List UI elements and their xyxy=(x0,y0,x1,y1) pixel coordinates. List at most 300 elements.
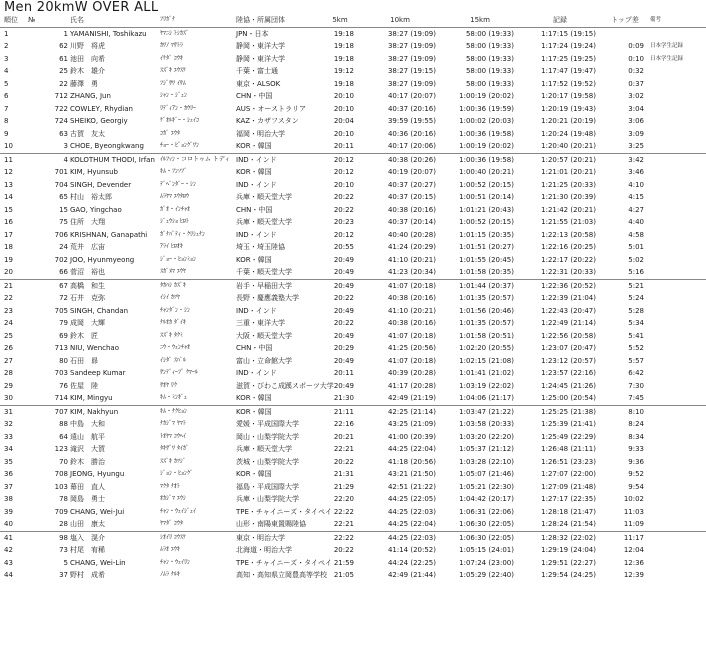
finish-time-cell: 1:28:32 (22:02) xyxy=(520,531,600,544)
split-5km-cell: 20:49 xyxy=(333,356,354,365)
split-5km-cell: 20:22 xyxy=(333,546,354,554)
gap-cell: 3:42 xyxy=(600,153,650,166)
bib-cell: 63 xyxy=(59,129,68,138)
gap-cell: 5:02 xyxy=(628,255,644,264)
team-cell: 千葉・富士通 xyxy=(236,67,278,75)
split-15km-cell: 1:04:42 (20:17) xyxy=(459,495,514,503)
table-row xyxy=(0,330,706,343)
team-cell: IND・インド xyxy=(236,180,277,189)
bib-cell: 712 xyxy=(54,92,68,100)
split-15km-cell: 1:00:51 (20:14) xyxy=(459,193,514,201)
bib-cell: 103 xyxy=(54,482,68,491)
name-cell: KIM, Mingyu xyxy=(70,394,113,402)
note-cell xyxy=(650,128,706,141)
team-cell: 東京・明治大学 xyxy=(236,531,320,544)
split-5km-cell: 22:22 xyxy=(320,531,360,544)
table-row xyxy=(0,128,706,141)
split-10km-cell: 41:17 (20:28) xyxy=(387,381,436,390)
kana-cell: ｼﾞｭｳｼｮ ﾋﾛﾄ xyxy=(160,218,189,225)
table-row xyxy=(0,342,706,355)
split-5km-cell: 20:11 xyxy=(333,369,354,377)
gap-cell: 0:32 xyxy=(628,67,644,75)
team-cell: 福島・平成国際大学 xyxy=(236,482,299,491)
split-15km-cell: 1:00:02 (20:03) xyxy=(459,117,514,125)
name-cell: 成岡 大輝 xyxy=(70,319,105,327)
bib-cell: 73 xyxy=(59,546,68,554)
bib-cell: 64 xyxy=(59,432,68,441)
team-cell: 兵庫・順天堂大学 xyxy=(236,445,292,453)
kana-cell: ｷﾑ・ﾅｸﾋｮﾝ xyxy=(160,405,236,418)
kana-cell: ｲﾙﾌｧﾝ・コロトゥム トディ xyxy=(160,153,236,166)
name-cell: 高橋 和生 xyxy=(70,279,160,292)
split-10km-cell: 44:25 (22:04) xyxy=(387,520,436,528)
finish-time-cell: 1:22:39 (21:04) xyxy=(541,294,596,302)
finish-time-cell: 1:28:18 (21:47) xyxy=(541,507,596,516)
team-cell: 高知・高知県立岡豊高等学校 xyxy=(236,571,327,579)
split-5km-cell: 20:10 xyxy=(333,104,354,113)
gap-cell: 4:27 xyxy=(628,205,644,214)
team-cell: 山形・南陽東置賜陸協 xyxy=(236,520,306,528)
table-row xyxy=(0,405,706,418)
split-10km-cell: 42:49 (21:19) xyxy=(387,394,436,402)
name-cell: GAO, Yingchao xyxy=(70,205,122,214)
name-cell: 野村 成希 xyxy=(70,571,105,579)
split-15km-cell: 58:00 (19:33) xyxy=(465,79,514,88)
note-cell xyxy=(650,418,706,431)
rank-cell: 4 xyxy=(4,67,9,75)
team-cell: KOR・韓国 xyxy=(236,405,320,418)
table-row xyxy=(0,355,706,368)
note-cell: 日本学生記録 xyxy=(650,43,684,49)
split-15km-cell: 1:05:15 (24:01) xyxy=(459,546,514,554)
split-5km-cell: 22:21 xyxy=(333,520,354,528)
table-row xyxy=(0,569,706,582)
kana-cell: ｶﾜﾉ ﾏｻﾄﾗ xyxy=(160,42,183,49)
bib-cell: 24 xyxy=(59,243,68,251)
team-cell: IND・インド xyxy=(236,153,320,166)
split-5km-cell: 22:22 xyxy=(333,507,354,516)
name-cell: 住所 大翔 xyxy=(70,218,105,226)
finish-time-cell: 1:20:19 (19:43) xyxy=(541,104,596,113)
note-cell xyxy=(650,367,706,380)
split-10km-cell: 38:27 (19:09) xyxy=(387,42,436,50)
rank-cell: 42 xyxy=(4,546,13,554)
split-15km-cell: 1:03:20 (22:20) xyxy=(459,432,514,441)
note-cell xyxy=(650,456,706,469)
finish-time-cell: 1:21:55 (21:03) xyxy=(541,218,596,226)
rank-cell: 37 xyxy=(4,482,13,491)
split-15km-cell: 1:00:36 (19:58) xyxy=(440,153,520,166)
kana-cell: ｽｶﾞﾇﾏ ﾕｳﾔ xyxy=(160,268,186,275)
results-body xyxy=(0,27,706,582)
finish-time-cell: 1:25:49 (22:29) xyxy=(541,432,596,441)
page-title: Men 20kmW OVER ALL xyxy=(4,0,159,15)
kana-cell: ｶﾞｵ・ｲﾝﾁｬｵ xyxy=(160,205,191,213)
rank-cell: 8 xyxy=(4,117,9,125)
bib-cell: 76 xyxy=(59,381,68,390)
name-cell: 塩入 滉介 xyxy=(70,531,160,544)
team-cell: 富山・立命館大学 xyxy=(236,356,292,365)
table-row xyxy=(0,493,706,506)
note-cell xyxy=(650,103,706,116)
bib-cell: 78 xyxy=(59,495,68,503)
table-row xyxy=(0,317,706,330)
finish-time-cell: 1:17:52 (19:52) xyxy=(541,79,596,88)
split-10km-cell: 41:07 (20:18) xyxy=(387,356,436,365)
finish-time-cell: 1:20:17 (19:58) xyxy=(541,92,596,100)
kana-cell: ｹﾞｵﾙｷﾞｰ・ｼｪｲｺ xyxy=(160,117,200,124)
split-5km-cell: 20:12 xyxy=(333,230,354,239)
table-header-row xyxy=(0,14,706,27)
kana-cell: ｼｵｲﾘ ｺｳｽｹ xyxy=(160,531,236,544)
split-15km-cell: 1:05:07 (21:46) xyxy=(459,470,514,478)
split-5km-cell: 21:30 xyxy=(333,394,354,402)
split-15km-cell: 58:00 (19:33) xyxy=(465,54,514,63)
bib-cell: 709 xyxy=(54,507,68,516)
bib-cell: 80 xyxy=(59,356,68,365)
finish-time-cell: 1:21:42 (20:21) xyxy=(541,205,596,214)
header-gap: トップ差 xyxy=(600,14,650,27)
name-cell: 村尾 宥稀 xyxy=(70,546,105,554)
split-5km-cell: 20:22 xyxy=(333,294,354,302)
rank-cell: 35 xyxy=(4,457,13,466)
rank-cell: 11 xyxy=(0,153,28,166)
split-5km-cell: 20:49 xyxy=(333,268,354,276)
bib-cell: 705 xyxy=(54,306,68,315)
header-10km: 10km xyxy=(360,14,440,27)
kana-cell: ﾀｷｻﾞﾜ ﾀｲｶﾞ xyxy=(160,445,189,452)
team-cell: KAZ・カザフスタン xyxy=(236,117,299,125)
name-cell: 遠山 航平 xyxy=(70,432,105,441)
name-cell: Sandeep Kumar xyxy=(70,369,126,377)
header-5km: 5km xyxy=(320,14,360,27)
bib-cell: 714 xyxy=(54,394,68,402)
note-cell xyxy=(650,380,706,393)
name-cell: CHANG, Wei-Jui xyxy=(70,507,125,516)
name-cell: 幕田 直人 xyxy=(70,482,105,491)
kana-cell: ｷﾑ・ﾌﾝｿﾌﾞ xyxy=(160,168,188,175)
note-cell xyxy=(650,90,706,103)
gap-cell: 11:09 xyxy=(623,520,644,528)
gap-cell: 6:42 xyxy=(628,369,644,377)
bib-cell: 123 xyxy=(54,445,68,453)
split-10km-cell: 44:24 (22:25) xyxy=(387,558,436,567)
finish-time-cell: 1:23:07 (20:47) xyxy=(541,344,596,352)
split-10km-cell: 41:24 (20:29) xyxy=(387,243,436,251)
finish-time-cell: 1:29:19 (24:04) xyxy=(541,546,596,554)
name-cell: KOLOTHUM THODI, Irfan xyxy=(70,153,160,166)
gap-cell: 9:33 xyxy=(628,445,644,453)
split-10km-cell: 41:25 (20:56) xyxy=(387,344,436,352)
rank-cell: 30 xyxy=(4,394,13,402)
rank-cell: 34 xyxy=(4,445,13,453)
split-15km-cell: 1:03:47 (21:22) xyxy=(440,405,520,418)
name-cell: JEONG, Hyungu xyxy=(70,470,125,478)
finish-time-cell: 1:28:24 (21:54) xyxy=(541,520,596,528)
team-cell: TPE・チャイニーズ・タイペイ xyxy=(236,507,332,516)
rank-cell: 23 xyxy=(4,306,13,315)
split-10km-cell: 40:39 (20:28) xyxy=(387,369,436,377)
split-10km-cell: 43:25 (21:09) xyxy=(387,420,436,428)
split-15km-cell: 1:01:55 (20:45) xyxy=(459,255,514,264)
gap-cell: 4:58 xyxy=(628,230,644,239)
table-row xyxy=(0,90,706,103)
split-5km-cell: 20:22 xyxy=(333,193,354,201)
gap-cell: 8:34 xyxy=(628,432,644,441)
team-cell: 大阪・順天堂大学 xyxy=(236,331,292,340)
table-row xyxy=(0,531,706,544)
kana-cell: ｽｽﾞｷ ｶﾂｼﾞ xyxy=(160,457,186,465)
gap-cell: 3:46 xyxy=(628,168,644,176)
note-cell xyxy=(650,254,706,267)
split-10km-cell: 38:27 (19:09) xyxy=(387,54,436,63)
note-cell xyxy=(650,266,706,279)
team-cell: 北海道・明治大学 xyxy=(236,546,292,554)
split-15km-cell: 58:00 (19:33) xyxy=(465,42,514,50)
name-cell: KIM, Nakhyun xyxy=(70,405,160,418)
note-cell xyxy=(650,493,706,506)
split-15km-cell: 1:03:58 (20:33) xyxy=(459,420,514,428)
kana-cell: ｱﾗｲ ﾋﾛｵｷ xyxy=(160,243,183,250)
table-row xyxy=(0,380,706,393)
table-row xyxy=(0,544,706,557)
bib-cell: 98 xyxy=(28,531,70,544)
kana-cell: ﾁｬﾝﾀﾞﾝ・ｼﾝ xyxy=(160,306,191,314)
team-cell: KOR・韓国 xyxy=(236,394,272,402)
table-row xyxy=(0,367,706,380)
split-15km-cell: 1:05:37 (21:12) xyxy=(459,445,514,453)
header-15km: 15km xyxy=(440,14,520,27)
team-cell: IND・インド xyxy=(236,230,277,239)
finish-time-cell: 1:29:54 (24:25) xyxy=(541,571,596,579)
name-cell: 村山 裕太郎 xyxy=(70,193,112,201)
split-15km-cell: 1:00:36 (19:58) xyxy=(459,129,514,138)
rank-cell: 13 xyxy=(4,180,13,189)
rank-cell: 2 xyxy=(4,42,9,50)
split-10km-cell: 40:40 (20:28) xyxy=(387,230,436,239)
name-cell: KIM, Hyunsub xyxy=(70,168,118,176)
split-5km-cell: 21:11 xyxy=(320,405,360,418)
kana-cell: ﾁｬﾝ・ｳｪｲﾘﾝ xyxy=(160,558,191,566)
split-10km-cell: 44:25 (22:04) xyxy=(387,445,436,453)
note-cell xyxy=(650,317,706,330)
table-row xyxy=(0,179,706,192)
rank-cell: 39 xyxy=(4,507,13,516)
name-cell: 藤澤 勇 xyxy=(70,79,98,88)
name-cell: 石田 昴 xyxy=(70,356,98,365)
kana-cell: ﾏｸﾀ ﾅｵﾄ xyxy=(160,482,180,490)
bib-cell: 703 xyxy=(54,369,68,377)
split-5km-cell: 19:18 xyxy=(333,79,354,88)
finish-time-cell: 1:27:09 (21:48) xyxy=(541,482,596,491)
rank-cell: 7 xyxy=(4,104,9,113)
table-row xyxy=(0,53,706,66)
rank-cell: 24 xyxy=(4,319,13,327)
team-cell: 東京・ALSOK xyxy=(236,79,281,88)
split-15km-cell: 1:01:15 (20:35) xyxy=(459,230,514,239)
split-10km-cell: 41:23 (20:34) xyxy=(387,268,436,276)
split-10km-cell: 40:37 (20:15) xyxy=(387,193,436,201)
split-5km-cell: 20:12 xyxy=(333,168,354,176)
note-cell xyxy=(650,569,706,582)
header-finish: 記録 xyxy=(520,14,600,27)
finish-time-cell: 1:27:17 (22:35) xyxy=(541,495,596,503)
bib-cell: 15 xyxy=(59,205,68,214)
note-cell xyxy=(650,544,706,557)
name-cell: JOO, Hyunmyeong xyxy=(70,255,135,264)
split-5km-cell: 20:21 xyxy=(333,432,354,441)
team-cell: 千葉・順天堂大学 xyxy=(236,268,292,276)
split-10km-cell: 41:18 (20:56) xyxy=(387,457,436,466)
split-5km-cell: 21:29 xyxy=(333,482,354,491)
rank-cell: 33 xyxy=(4,432,13,441)
split-10km-cell: 38:27 (19:09) xyxy=(387,29,436,38)
table-row xyxy=(0,65,706,78)
team-cell: 茨城・山梨学院大学 xyxy=(236,457,299,466)
rank-cell: 31 xyxy=(0,405,28,418)
table-row xyxy=(0,266,706,279)
kana-cell: ﾔﾏﾆｼ ﾄｼｶｽﾞ xyxy=(160,29,189,37)
bib-cell: 722 xyxy=(54,104,68,113)
finish-time-cell: 1:22:43 (20:47) xyxy=(541,306,596,315)
gap-cell: 3:25 xyxy=(628,142,644,150)
split-15km-cell: 1:00:19 (20:02) xyxy=(459,142,514,150)
finish-time-cell: 1:22:31 (20:33) xyxy=(541,268,596,276)
rank-cell: 28 xyxy=(4,369,13,377)
note-cell xyxy=(650,405,706,418)
gap-cell: 0:10 xyxy=(628,54,644,63)
note-cell xyxy=(650,557,706,570)
header-name: 氏名 xyxy=(70,14,160,27)
name-cell: 石井 克弥 xyxy=(70,294,105,302)
gap-cell: 3:04 xyxy=(628,104,644,113)
split-5km-cell: 19:18 xyxy=(333,54,354,63)
kana-cell: ﾘﾃﾞｨｱﾝ・ｶｳﾘｰ xyxy=(160,104,197,112)
bib-cell: 70 xyxy=(59,457,68,466)
split-10km-cell: 40:36 (20:16) xyxy=(387,129,436,138)
table-row xyxy=(0,229,706,242)
bib-cell: 28 xyxy=(59,520,68,528)
team-cell: KOR・韓国 xyxy=(236,168,272,176)
kana-cell: ｲｼﾀﾞ ｽﾊﾞﾙ xyxy=(160,356,186,364)
bib-cell: 3 xyxy=(63,142,68,150)
split-15km-cell: 1:05:29 (22:40) xyxy=(459,571,514,579)
gap-cell: 5:21 xyxy=(600,279,650,292)
finish-time-cell: 1:22:16 (20:25) xyxy=(541,243,596,251)
team-cell: 兵庫・順天堂大学 xyxy=(236,193,292,201)
split-5km-cell: 19:18 xyxy=(333,42,354,50)
kana-cell: ﾆｳ・ｳｪﾝﾁｬｵ xyxy=(160,344,191,351)
finish-time-cell: 1:22:56 (20:58) xyxy=(541,331,596,340)
finish-time-cell: 1:20:21 (20:19) xyxy=(541,117,596,125)
split-10km-cell: 40:38 (20:16) xyxy=(387,294,436,302)
rank-cell: 41 xyxy=(0,531,28,544)
note-cell xyxy=(650,468,706,481)
gap-cell: 5:16 xyxy=(628,268,644,276)
kana-cell: ﾄｵﾔﾏ ｺｳﾍｲ xyxy=(160,432,186,440)
split-5km-cell: 22:16 xyxy=(333,420,354,428)
bib-cell: 75 xyxy=(59,218,68,226)
table-row xyxy=(0,40,706,53)
split-10km-cell: 41:07 (20:18) xyxy=(387,331,436,340)
table-row xyxy=(0,518,706,531)
kana-cell: ｶﾞﾅﾊﾟﾃｨ・ｸﾘｼｭﾅﾝ xyxy=(160,230,206,238)
note-cell xyxy=(650,191,706,204)
split-10km-cell: 41:00 (20:39) xyxy=(387,432,436,441)
finish-time-cell: 1:22:49 (21:14) xyxy=(541,319,596,327)
split-10km-cell: 38:27 (19:09) xyxy=(387,79,436,88)
team-cell: 静岡・東洋大学 xyxy=(236,42,285,50)
kana-cell: ｵｶｼﾞﾏ ﾕｳｼ xyxy=(160,495,186,502)
split-10km-cell: 41:10 (20:21) xyxy=(387,306,436,315)
rank-cell: 40 xyxy=(4,520,13,528)
split-5km-cell: 21:59 xyxy=(333,558,354,567)
kana-cell: ﾑﾗｵ ﾕｳｷ xyxy=(160,546,180,553)
finish-time-cell: 1:17:25 (19:25) xyxy=(541,54,596,63)
header-rank: 順位 xyxy=(0,14,28,27)
table-row xyxy=(0,216,706,229)
name-cell: 荒井 広宙 xyxy=(70,243,105,251)
bib-cell: 708 xyxy=(54,470,68,478)
split-10km-cell: 40:37 (20:14) xyxy=(387,218,436,226)
team-cell: 静岡・東洋大学 xyxy=(236,54,285,63)
name-cell: 滝沢 大賀 xyxy=(70,445,105,453)
name-cell: 鈴木 勝治 xyxy=(70,457,105,466)
finish-time-cell: 1:17:24 (19:24) xyxy=(541,42,596,50)
finish-time-cell: 1:22:13 (20:58) xyxy=(541,230,596,239)
name-cell: ZHANG, Jun xyxy=(70,92,111,100)
rank-cell: 19 xyxy=(4,255,13,264)
team-cell: 三重・東洋大学 xyxy=(236,319,285,327)
rank-cell: 38 xyxy=(4,495,13,503)
kana-cell: ﾀｶﾊｼ ｶｽﾞｷ xyxy=(160,279,236,292)
note-cell xyxy=(650,78,706,91)
split-15km-cell: 1:05:21 (22:30) xyxy=(459,482,514,491)
rank-cell: 1 xyxy=(4,29,9,38)
split-15km-cell: 1:06:30 (22:05) xyxy=(459,520,514,528)
table-row xyxy=(0,481,706,494)
split-5km-cell: 20:49 xyxy=(333,255,354,264)
team-cell: 岡山・山梨学院大学 xyxy=(236,432,299,441)
rank-cell: 29 xyxy=(4,381,13,390)
split-5km-cell: 20:11 xyxy=(333,142,354,150)
table-row xyxy=(0,431,706,444)
gap-cell: 8:24 xyxy=(628,420,644,428)
team-cell: TPE・チャイニーズ・タイペイ xyxy=(236,558,332,567)
kana-cell: ﾑﾗﾔﾏ ﾕｳﾀﾛｳ xyxy=(160,193,189,200)
gap-cell: 5:41 xyxy=(628,331,644,340)
gap-cell: 9:36 xyxy=(628,457,644,466)
bib-cell: 704 xyxy=(54,180,68,189)
split-10km-cell: 44:25 (22:05) xyxy=(387,495,436,503)
table-row xyxy=(0,468,706,481)
table-row xyxy=(0,191,706,204)
split-10km-cell: 43:21 (21:50) xyxy=(387,470,436,478)
kana-cell: ｽｽﾞｷ ﾀｸﾐ xyxy=(160,331,183,339)
finish-time-cell: 1:20:24 (19:48) xyxy=(541,129,596,138)
kana-cell: ｼｬﾝ・ｼﾞｭﾝ xyxy=(160,92,188,99)
gap-cell: 5:34 xyxy=(628,319,644,327)
gap-cell: 0:09 xyxy=(628,42,644,50)
split-15km-cell: 1:04:06 (21:17) xyxy=(459,394,514,402)
rank-cell: 16 xyxy=(4,218,13,226)
finish-time-cell: 1:21:30 (20:39) xyxy=(541,193,596,201)
kana-cell: ｼﾞｮｰ・ﾋｮﾝﾐｮﾝ xyxy=(160,255,197,263)
table-row xyxy=(0,443,706,456)
split-10km-cell: 41:14 (20:52) xyxy=(387,546,436,554)
split-5km-cell: 21:05 xyxy=(333,571,354,579)
gap-cell: 5:52 xyxy=(628,344,644,352)
